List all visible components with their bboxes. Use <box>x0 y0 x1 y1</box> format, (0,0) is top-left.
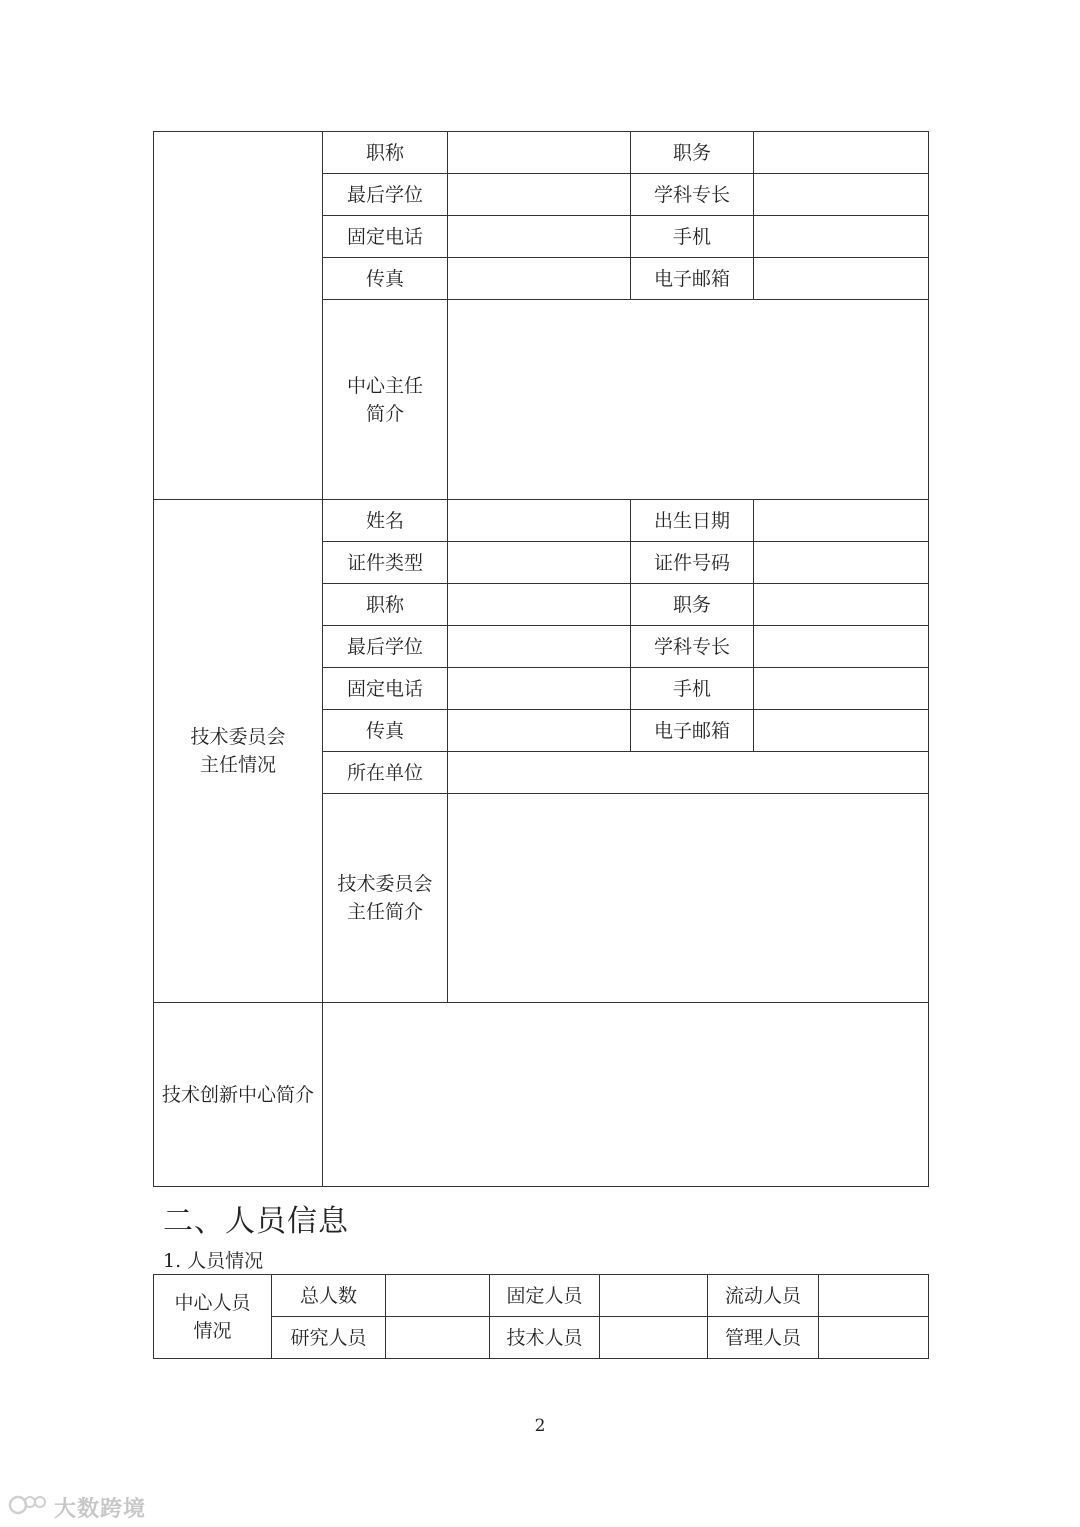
chair-landline-label: 固定电话 <box>323 668 448 710</box>
project-form-table <box>153 131 929 1187</box>
fixed-staff-field[interactable] <box>600 1275 708 1317</box>
total-staff-field[interactable] <box>386 1275 490 1317</box>
chair-landline-field[interactable] <box>448 668 631 710</box>
fixed-staff-label: 固定人员 <box>490 1275 600 1317</box>
chair-email-field[interactable] <box>754 710 929 752</box>
director-email-label: 电子邮箱 <box>631 258 754 300</box>
chair-title-field[interactable] <box>448 584 631 626</box>
chair-mobile-label: 手机 <box>631 668 754 710</box>
mgmt-staff-field[interactable] <box>819 1317 929 1359</box>
chair-position-field[interactable] <box>754 584 929 626</box>
chair-org-label: 所在单位 <box>323 752 448 794</box>
director-section-cell <box>154 132 323 500</box>
director-mobile-label: 手机 <box>631 216 754 258</box>
chair-fax-field[interactable] <box>448 710 631 752</box>
chair-id-number-field[interactable] <box>754 542 929 584</box>
center-intro-label: 技术创新中心简介 <box>154 1003 323 1187</box>
chair-intro-field[interactable] <box>448 794 929 1003</box>
tech-staff-field[interactable] <box>600 1317 708 1359</box>
director-specialty-label: 学科专长 <box>631 174 754 216</box>
director-position-field[interactable] <box>754 132 929 174</box>
research-staff-field[interactable] <box>386 1317 490 1359</box>
section-heading: 二、人员信息 <box>163 1204 349 1239</box>
chair-id-type-field[interactable] <box>448 542 631 584</box>
chair-mobile-field[interactable] <box>754 668 929 710</box>
director-landline-field[interactable] <box>448 216 631 258</box>
chair-fax-label: 传真 <box>323 710 448 752</box>
director-fax-label: 传真 <box>323 258 448 300</box>
director-intro-label: 中心主任 简介 <box>323 300 448 500</box>
chair-name-field[interactable] <box>448 500 631 542</box>
center-intro-field[interactable] <box>323 1003 929 1187</box>
mobile-staff-field[interactable] <box>819 1275 929 1317</box>
chair-id-type-label: 证件类型 <box>323 542 448 584</box>
tech-staff-label: 技术人员 <box>490 1317 600 1359</box>
page-number: 2 <box>534 1416 546 1436</box>
director-landline-label: 固定电话 <box>323 216 448 258</box>
chair-degree-field[interactable] <box>448 626 631 668</box>
staff-row-label: 中心人员 情况 <box>154 1275 272 1359</box>
chair-intro-label: 技术委员会 主任简介 <box>323 794 448 1003</box>
watermark-text: 大数跨境 <box>54 1496 147 1522</box>
chair-title-label: 职称 <box>323 584 448 626</box>
mobile-staff-label: 流动人员 <box>708 1275 819 1317</box>
total-staff-label: 总人数 <box>272 1275 386 1317</box>
chair-email-label: 电子邮箱 <box>631 710 754 752</box>
director-intro-field[interactable] <box>448 300 929 500</box>
director-degree-label: 最后学位 <box>323 174 448 216</box>
subsection-heading: 1. 人员情况 <box>163 1250 264 1272</box>
committee-chair-section-label: 技术委员会 主任情况 <box>154 500 323 1003</box>
chair-org-field[interactable] <box>448 752 929 794</box>
director-title-label: 职称 <box>323 132 448 174</box>
chair-position-label: 职务 <box>631 584 754 626</box>
director-title-field[interactable] <box>448 132 631 174</box>
chair-id-number-label: 证件号码 <box>631 542 754 584</box>
director-email-field[interactable] <box>754 258 929 300</box>
watermark <box>8 1492 146 1522</box>
director-mobile-field[interactable] <box>754 216 929 258</box>
mgmt-staff-label: 管理人员 <box>708 1317 819 1359</box>
chair-specialty-field[interactable] <box>754 626 929 668</box>
director-degree-field[interactable] <box>448 174 631 216</box>
staff-table <box>153 1274 929 1359</box>
chair-name-label: 姓名 <box>323 500 448 542</box>
director-fax-field[interactable] <box>448 258 631 300</box>
chair-specialty-label: 学科专长 <box>631 626 754 668</box>
director-specialty-field[interactable] <box>754 174 929 216</box>
chair-birth-label: 出生日期 <box>631 500 754 542</box>
research-staff-label: 研究人员 <box>272 1317 386 1359</box>
director-position-label: 职务 <box>631 132 754 174</box>
chair-birth-field[interactable] <box>754 500 929 542</box>
brand-logo-icon <box>8 1493 48 1521</box>
chair-degree-label: 最后学位 <box>323 626 448 668</box>
